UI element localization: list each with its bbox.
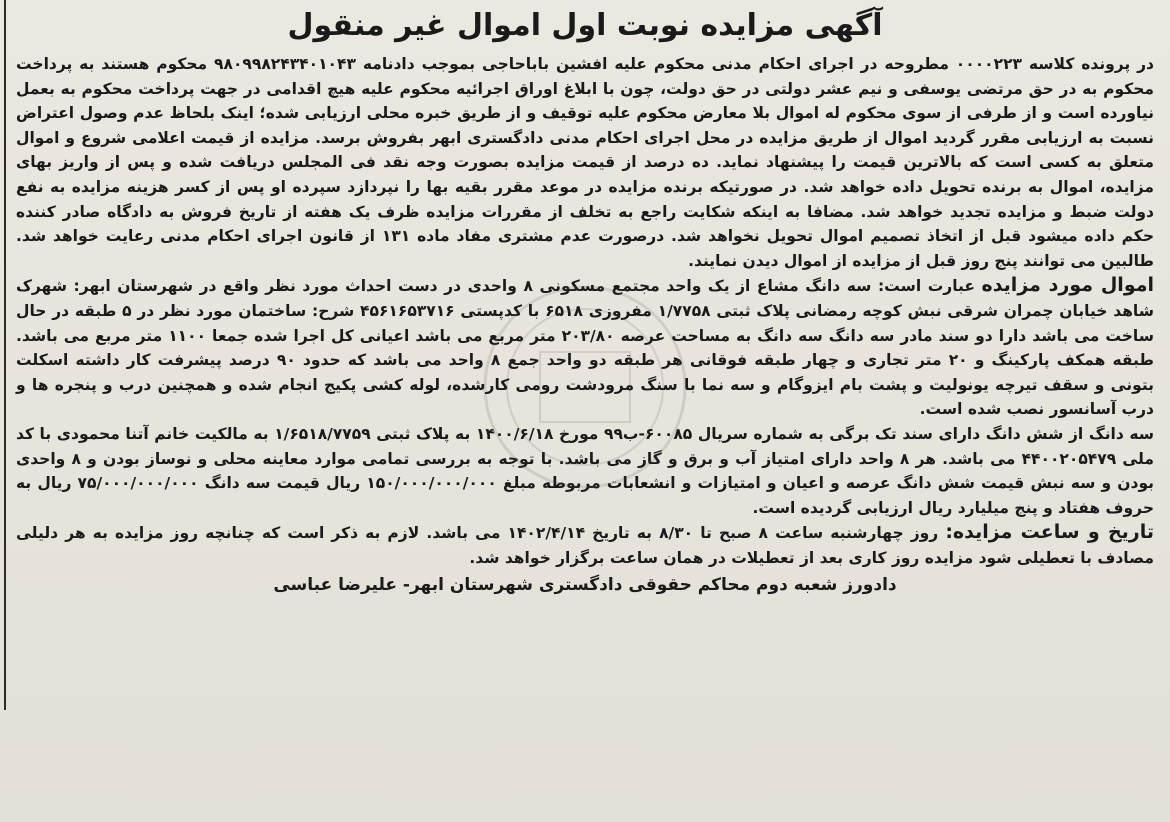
notice-paragraph-procedure: در پرونده کلاسه ۰۰۰۰۲۲۳ مطروحه در اجرای احکام مدنی محکوم علیه افشین باباحاجی بموجب دادنامه ۹۸۰۹۹۸۲۴۳۴۰۱۰۴۳ محکوم هستند به پرداخت محکوم به در حق مرتضی یوسفی و نیم عشر دولتی در حق دولت، چون با ابلاغ اوراق اجرائیه محکوم علیه هیچ اقدامی در جهت پرداخت محکوم به بعمل نیاورده است و از طرفی از سوی محکوم له اموال بلا معارض محکوم علیه توقیف و از طریق خبره محلی ارزیابی شده؛ اینک بلحاظ عدم وصول اعتراض نسبت به ارزیابی مقرر گردید اموال از طریق مزایده در محل اجرای احکام مدنی دادگستری ابهر بفروش برسد. مزایده از قیمت اعلامی شروع و اموال متعلق به کسی است که بالاترین قیمت را پیشنهاد نماید. ده درصد از قیمت مزایده بصورت وجه نقد فی المجلس دریافت شده و پس از واریز بهای مزایده، اموال به برنده تحویل داده خواهد شد. در صورتیکه برنده مزایده در موعد مقرر بقیه بها را نپردازد سپرده او پس از کسر هزینه مزایده به نفع دولت ضبط و مزایده تجدید خواهد شد. مضافا به اینکه شکایت راجع به تخلف از مقررات مزایده ظرف یک هفته از تاریخ فروش به دادگاه صادر کننده حکم داده میشود قبل از اتخاذ تصمیم اموال تحویل نخواهد شد. درصورت عدم مشتری مفاد ماده ۱۳۱ از قانون اجرای احکام مدنی رعایت خواهد شد. طالبین می توانند پنج روز قبل از مزایده از اموال دیدن نمایند. (16, 55, 1154, 270)
notice-paragraph-valuation: سه دانگ از شش دانگ دارای سند تک برگی به شماره سریال ۶۰۰۸۵-ب۹۹ مورخ ۱۴۰۰/۶/۱۸ به پلاک ثبتی ۱/۶۵۱۸/۷۷۵۹ به مالکیت خانم آتنا محمودی با کد ملی ۴۴۰۰۲۰۵۴۷۹ می باشد. هر ۸ واحد دارای امتیاز آب و برق و گاز می باشد. با توجه به بررسی تمامی موارد معاینه محلی و نوساز بودن و ۸ واحدی بودن و سه نبش قیمت شش دانگ عرصه و اعیان و امتیازات و انشعابات مربوطه مبلغ ۱۵۰/۰۰۰/۰۰۰/۰۰۰ ریال قیمت سه دانگ ۷۵/۰۰۰/۰۰۰/۰۰۰ ریال به حروف هفتاد و پنج میلیارد ریال ارزیابی گردیده است. (16, 424, 1155, 517)
date-description: روز چهارشنبه ساعت ۸ صبح تا ۸/۳۰ به تاریخ ۱۴۰۲/۴/۱۴ می باشد. لازم به ذکر است که چنانچه روز مزایده به هر دلیلی مصادف با تعطیلی شود مزایده روز کاری بعد از تعطیلات در همان ساعت برگزار خواهد شد. (16, 524, 1154, 567)
notice-body (14, 52, 1156, 570)
date-heading: تاریخ و ساعت مزایده: (945, 521, 1154, 544)
column-rule (4, 0, 6, 710)
property-description: عبارت است: سه دانگ مشاع از یک واحد مجتمع مسکونی ۸ واحدی در دست احداث مورد نظر واقع در شهرستان ابهر: شهرک شاهد خیابان چمران شرقی نبش کوچه رمضانی پلاک ثبتی ۱/۷۷۵۸ مفروزی ۶۵۱۸ با کدپستی ۴۵۶۱۶۵۳۷۱۶ شرح: ساختمان مورد نظر در ۵ طبقه در حال ساخت می باشد دارا دو سند مادر سه دانگ سه دانگ به مساحت عرصه ۲۰۳/۸۰ متر مربع می باشد اعیانی کل اجرا شده جمعا ۱۱۰۰ متر مربع می باشد. طبقه همکف پارکینگ و ۲۰ متر تجاری و چهار طبقه فوقانی هر طبقه دو واحد جمع ۸ واحد می باشد که حدود ۹۰ درصد پیشرفت کار داشته اسکلت بتونی و سقف تیرچه یونولیت و پشت بام ایزوگام و سه نما با سنگ مرودشت رومی کارشده، لوله کشی پکیج انجام شده و همچنین درب و پنجره ها و درب آسانسور نصب شده است. (16, 277, 1154, 419)
notice-paragraph-date (16, 520, 1154, 570)
property-heading: اموال مورد مزایده (981, 274, 1155, 297)
notice-paragraph-property (16, 273, 1154, 422)
notice-signature: دادورز شعبه دوم محاکم حقوقی دادگستری شهرستان ابهر- علیرضا عباسی (273, 575, 897, 596)
notice-title: آگهی مزایده نوبت اول اموال غیر منقول (287, 8, 883, 43)
